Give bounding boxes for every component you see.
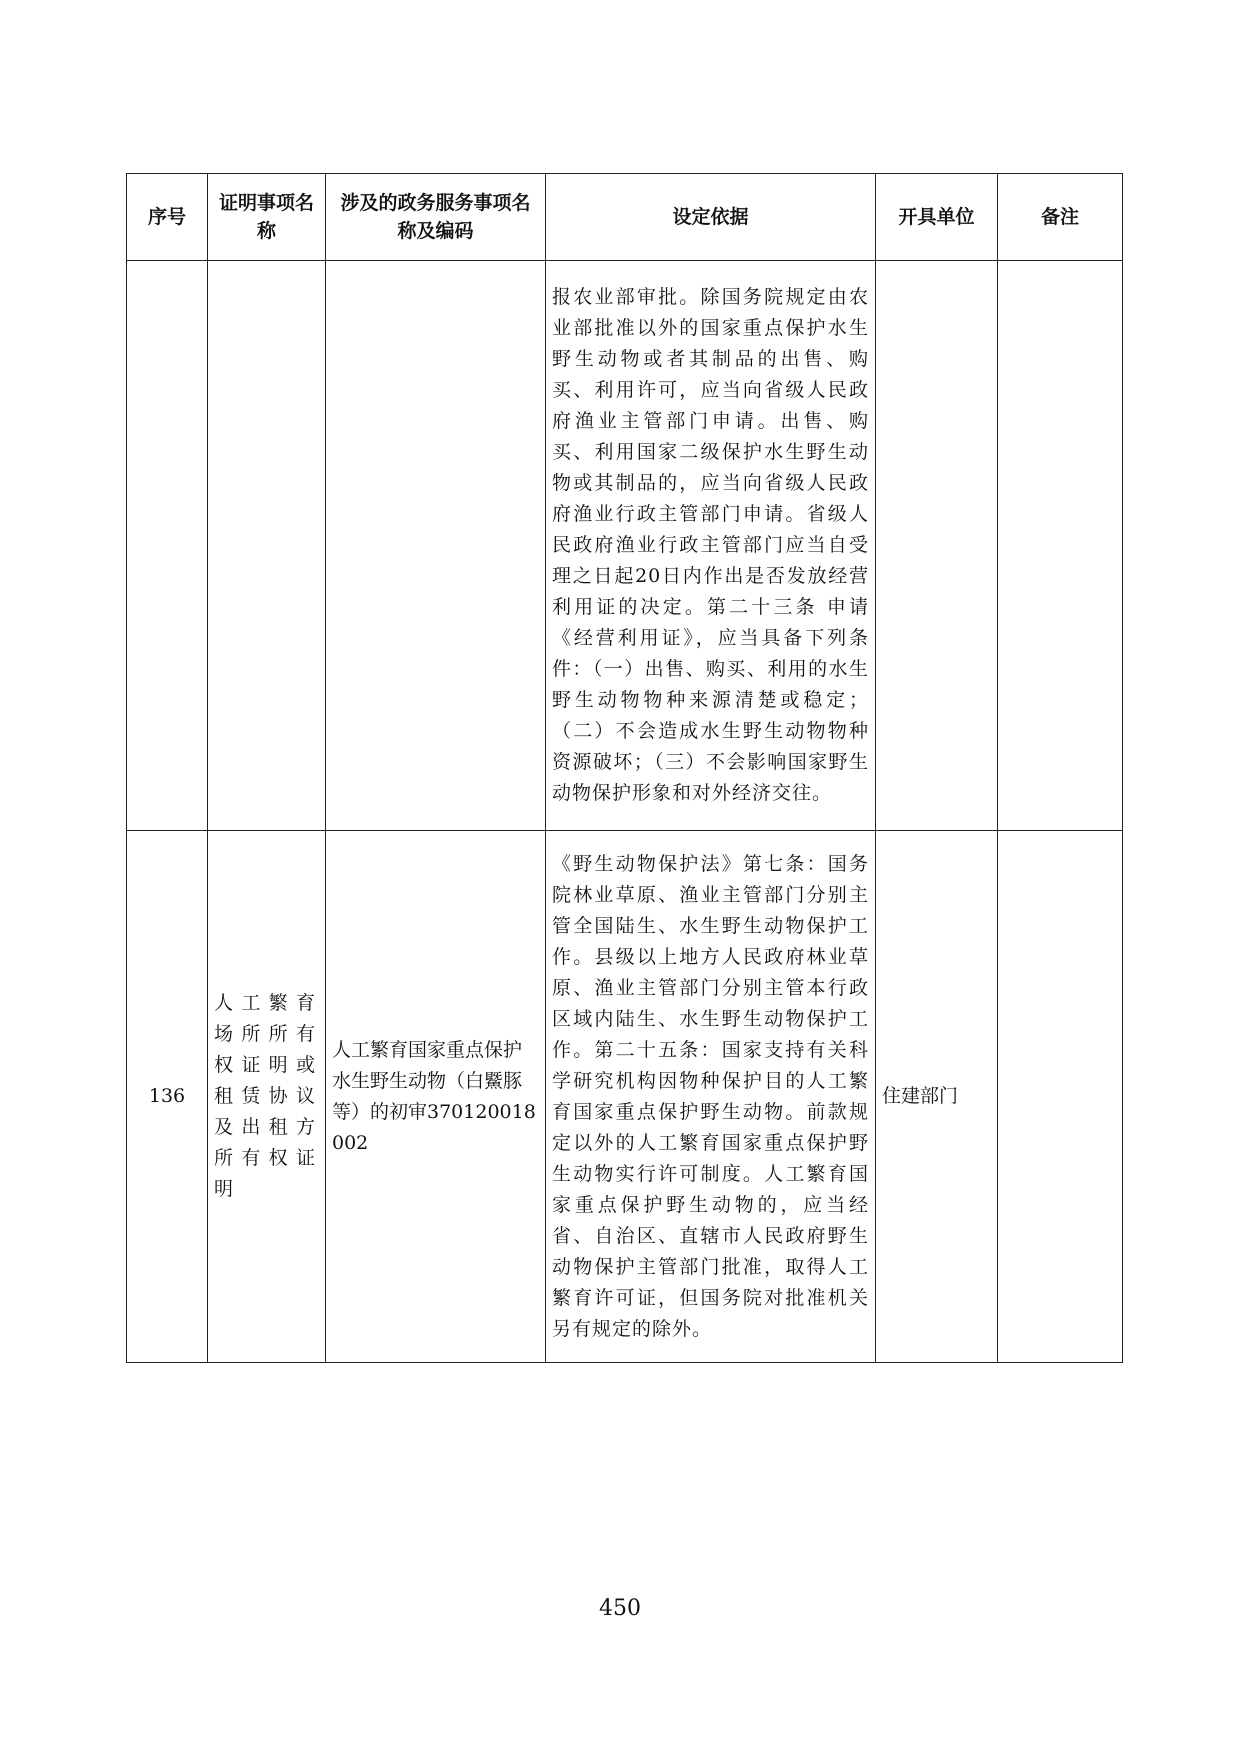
remark-cell <box>998 261 1123 831</box>
header-issuer: 开具单位 <box>876 174 998 261</box>
issuer-cell <box>876 261 998 831</box>
table-row <box>127 831 1123 1363</box>
table-row <box>127 261 1123 831</box>
header-number: 序号 <box>127 174 208 261</box>
header-remark: 备注 <box>998 174 1123 261</box>
issuer-cell: 住建部门 <box>876 831 998 1363</box>
header-basis: 设定依据 <box>546 174 876 261</box>
table-header-row <box>127 174 1123 261</box>
service-item-cell <box>326 261 546 831</box>
certificate-items-table <box>126 173 1123 1363</box>
row-number-cell: 136 <box>127 831 208 1363</box>
page-number: 450 <box>599 1596 641 1621</box>
basis-cell: 《野生动物保护法》第七条：国务院林业草原、渔业主管部门分别主管全国陆生、水生野生动物保护工作。县级以上地方人民政府林业草原、渔业主管部门分别主管本行政区域内陆生、水生野生动物保护工作。第二十五条：国家支持有关科学研究机构因物种保护目的人工繁育国家重点保护野生动物。前款规定以外的人工繁育国家重点保护野生动物实行许可制度。人工繁育国家重点保护野生动物的，应当经省、自治区、直辖市人民政府野生动物保护主管部门批准，取得人工繁育许可证，但国务院对批准机关另有规定的除外。 <box>546 831 876 1363</box>
service-item-cell: 人工繁育国家重点保护水生野生动物（白鱀豚等）的初审370120018002 <box>326 831 546 1363</box>
header-service-item: 涉及的政务服务事项名称及编码 <box>326 174 546 261</box>
row-number-cell <box>127 261 208 831</box>
header-certificate-name: 证明事项名称 <box>208 174 326 261</box>
basis-cell: 报农业部审批。除国务院规定由农业部批准以外的国家重点保护水生野生动物或者其制品的出售、购买、利用许可，应当向省级人民政府渔业主管部门申请。出售、购买、利用国家二级保护水生野生动物或其制品的，应当向省级人民政府渔业行政主管部门申请。省级人民政府渔业行政主管部门应当自受理之日起20日内作出是否发放经营利用证的决定。第二十三条 申请《经营利用证》，应当具备下列条件：（一）出售、购买、利用的水生野生动物物种来源清楚或稳定；（二）不会造成水生野生动物物种资源破坏；（三）不会影响国家野生动物保护形象和对外经济交往。 <box>546 261 876 831</box>
remark-cell <box>998 831 1123 1363</box>
certificate-name-cell: 人工繁育场所所有权证明或租赁协议及出租方所有权证明 <box>208 831 326 1363</box>
certificate-name-cell <box>208 261 326 831</box>
